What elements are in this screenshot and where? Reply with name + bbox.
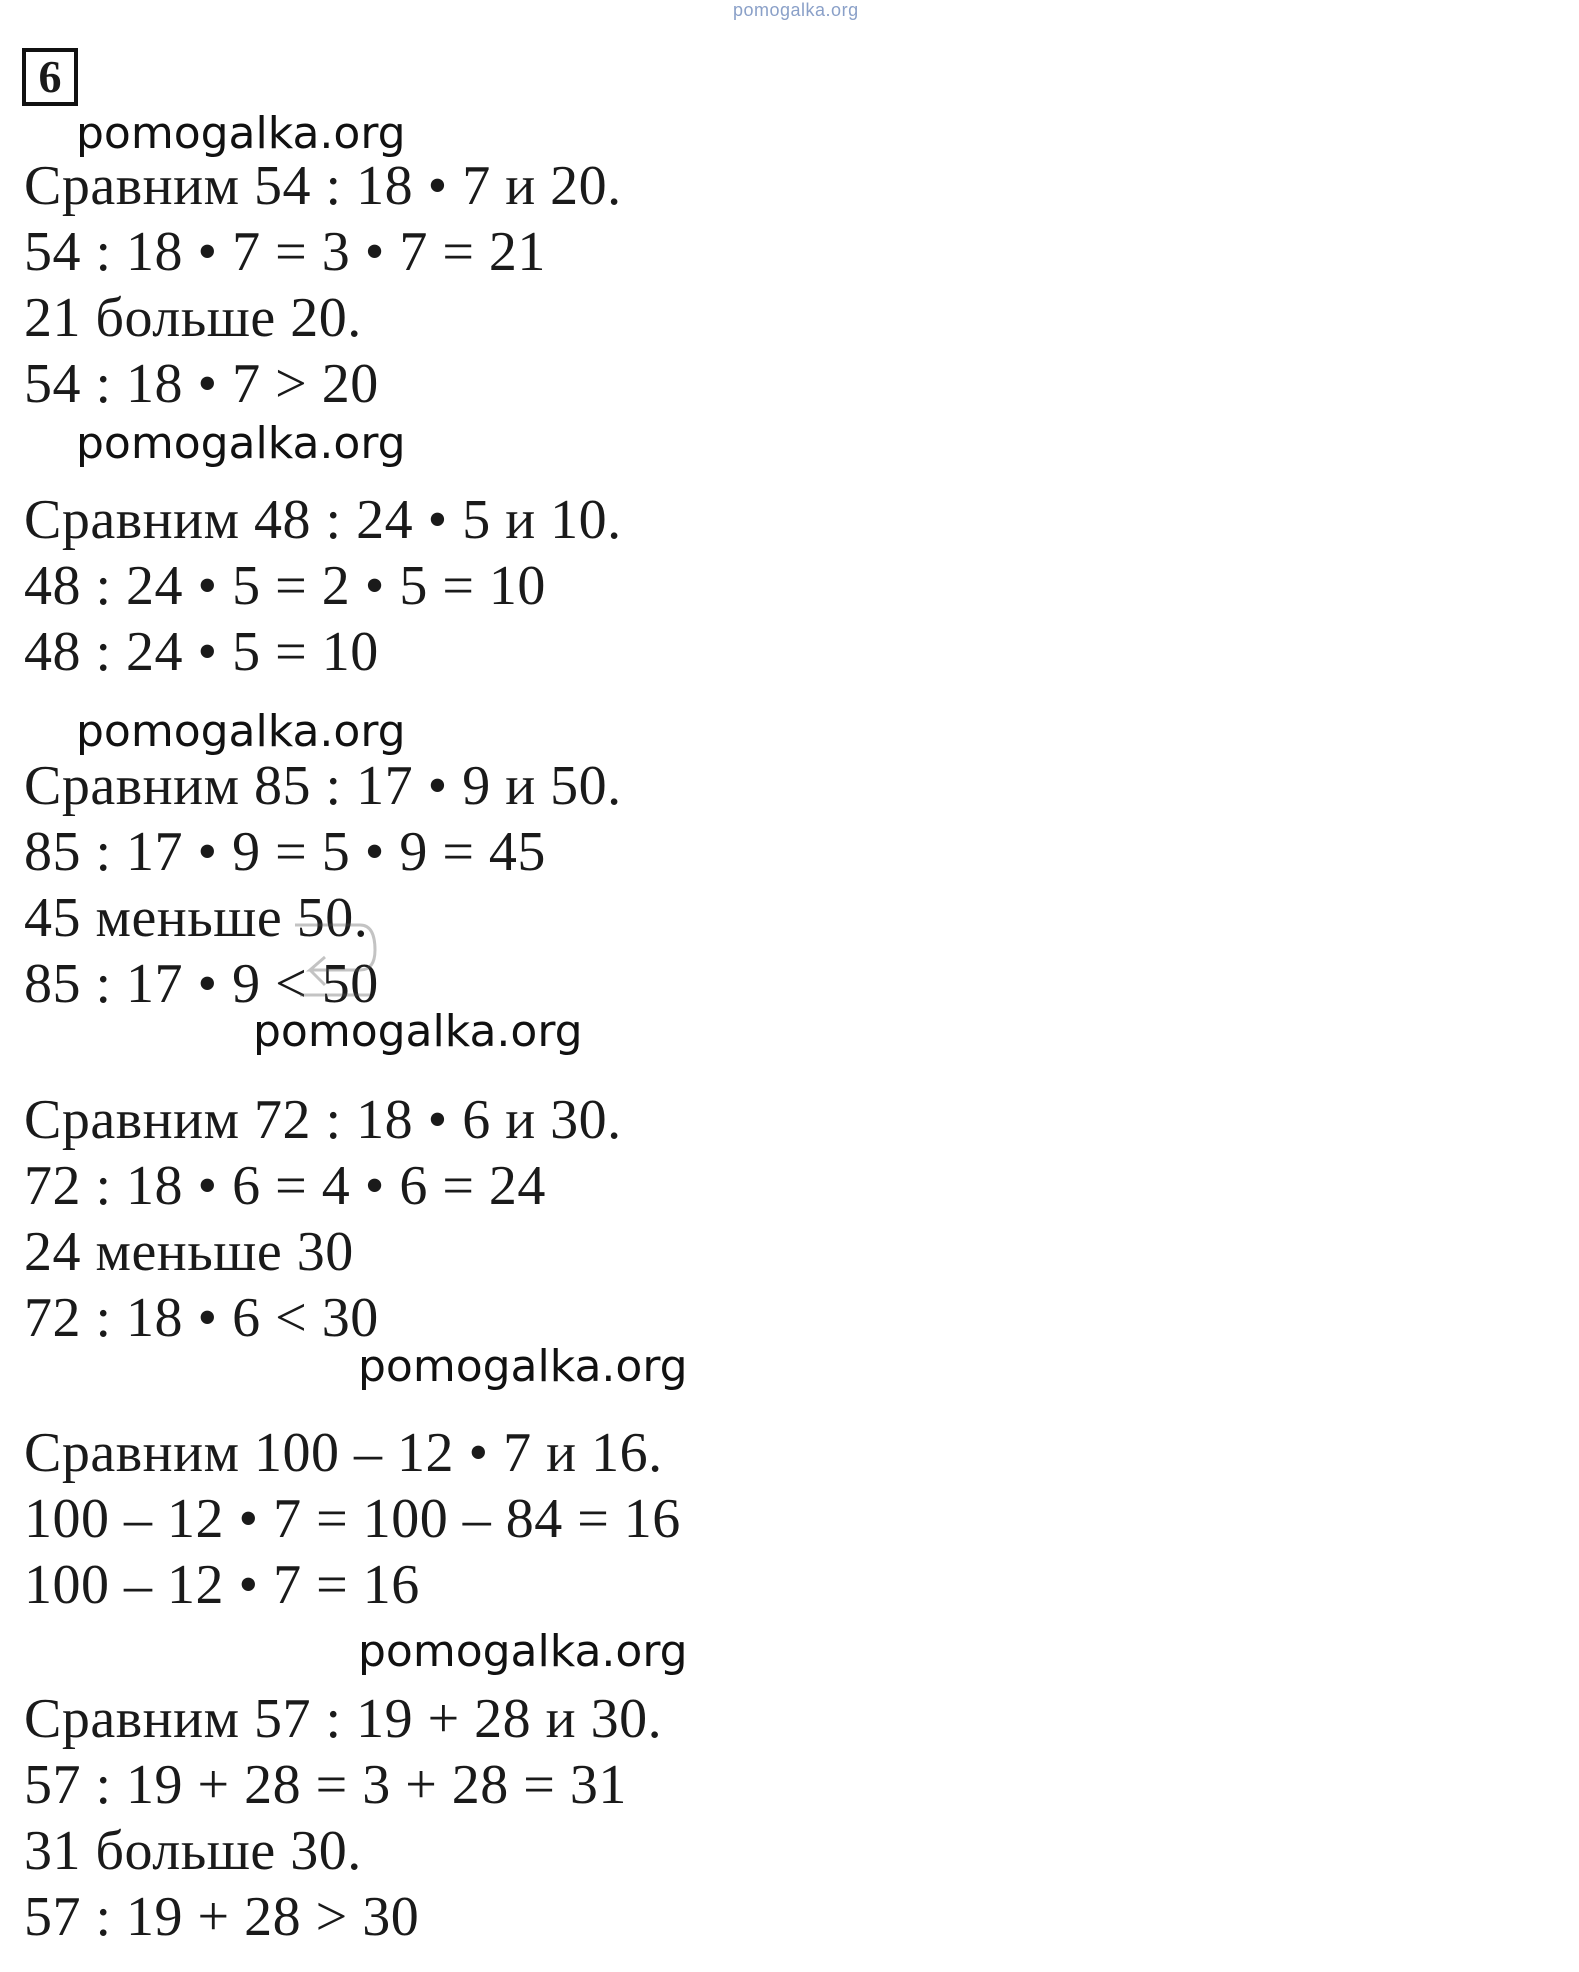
block-3-comparison: 45 меньше 50. bbox=[24, 887, 369, 949]
block-4-heading: Сравним 72 : 18 • 6 и 30. bbox=[24, 1089, 622, 1151]
block-1-answer: 54 : 18 • 7 > 20 bbox=[24, 353, 379, 415]
block-3-heading: Сравним 85 : 17 • 9 и 50. bbox=[24, 755, 622, 817]
block-6-heading: Сравним 57 : 19 + 28 и 30. bbox=[24, 1688, 663, 1750]
top-watermark: pomogalka.org bbox=[733, 0, 859, 20]
watermark: pomogalka.org bbox=[358, 1341, 688, 1392]
block-5-heading: Сравним 100 – 12 • 7 и 16. bbox=[24, 1422, 663, 1484]
watermark: pomogalka.org bbox=[76, 108, 406, 159]
block-4-calculation: 72 : 18 • 6 = 4 • 6 = 24 bbox=[24, 1155, 546, 1217]
block-6-answer: 57 : 19 + 28 > 30 bbox=[24, 1886, 420, 1948]
watermark: pomogalka.org bbox=[76, 706, 406, 757]
block-5-answer: 100 – 12 • 7 = 16 bbox=[24, 1554, 420, 1616]
block-6-comparison: 31 больше 30. bbox=[24, 1820, 362, 1882]
task-number-box: 6 bbox=[22, 48, 78, 106]
block-6-calculation: 57 : 19 + 28 = 3 + 28 = 31 bbox=[24, 1754, 627, 1816]
faint-arrow-mark bbox=[280, 915, 390, 1015]
block-1-comparison: 21 больше 20. bbox=[24, 287, 362, 349]
block-5-calculation: 100 – 12 • 7 = 100 – 84 = 16 bbox=[24, 1488, 681, 1550]
block-2-answer: 48 : 24 • 5 = 10 bbox=[24, 621, 379, 683]
block-4-comparison: 24 меньше 30 bbox=[24, 1221, 354, 1283]
block-1-calculation: 54 : 18 • 7 = 3 • 7 = 21 bbox=[24, 221, 546, 283]
block-3-answer: 85 : 17 • 9 < 50 bbox=[24, 953, 379, 1015]
watermark: pomogalka.org bbox=[76, 418, 406, 469]
block-2-calculation: 48 : 24 • 5 = 2 • 5 = 10 bbox=[24, 555, 546, 617]
block-3-calculation: 85 : 17 • 9 = 5 • 9 = 45 bbox=[24, 821, 546, 883]
watermark: pomogalka.org bbox=[358, 1626, 688, 1677]
block-4-answer: 72 : 18 • 6 < 30 bbox=[24, 1287, 379, 1349]
block-2-heading: Сравним 48 : 24 • 5 и 10. bbox=[24, 489, 622, 551]
watermark: pomogalka.org bbox=[253, 1006, 583, 1057]
block-1-heading: Сравним 54 : 18 • 7 и 20. bbox=[24, 155, 622, 217]
